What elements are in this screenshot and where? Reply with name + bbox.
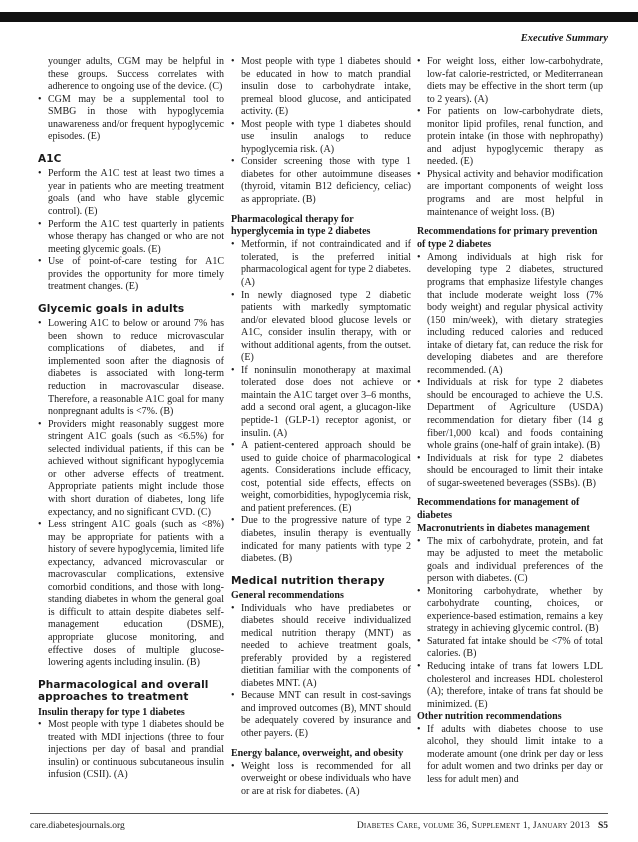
footer-rule — [30, 813, 608, 814]
list-item: • Consider screening those with type 1 diabetes for other autoimmune diseases (thyroid, vitamin B12 deficiency, celiac) as appropriate. (B) — [231, 156, 411, 206]
weight-list — [417, 56, 603, 219]
subheading-other-nutrition: Other nutrition recommendations — [417, 711, 562, 723]
list-item: • CGM may be a supplemental tool to SMBG in those with hypoglycemia unawareness and/or frequent hypoglycemic episodes. (E) — [38, 94, 224, 144]
list-item: • Weight loss is recommended for all overweight or obese individuals who have or are at risk for diabetes. (A) — [231, 761, 411, 799]
energy-list — [231, 761, 411, 799]
section-heading-a1c: A1C — [38, 152, 62, 165]
list-item: • Among individuals at high risk for developing type 2 diabetes, structured programs that emphasize lifestyle changes that include moderate weight loss (7% body weight) and regular physical activity (150 min/week), with dietary strategies including reduced calories and reduced intake of dietary fat, can reduce the risk for developing diabetes and are therefore recommended. (A) — [417, 252, 603, 377]
glycemic-list — [38, 318, 224, 669]
list-item: • Providers might reasonably suggest more stringent A1C goals (such as <6.5%) for selected individual patients, if this can be achieved without significant hypoglycemia or other adverse effects of treatment. Appropriate patients might include those with short duration of diabetes, long life expectancy, and no significant CVD. (C) — [38, 419, 224, 519]
list-item: • Perform the A1C test quarterly in patients whose therapy has changed or who are not meeting glycemic goals. (E) — [38, 219, 224, 257]
list-item: younger adults, CGM may be helpful in these groups. Success correlates with adherence to ongoing use of the device. (C) — [48, 56, 224, 93]
column-2 — [231, 56, 411, 799]
list-item: • Individuals at risk for type 2 diabetes should be encouraged to achieve the U.S. Department of Agriculture (USDA) recommendation for dietary fiber (14 g fiber/1,000 kcal) and foods containing whole grains (one-half of grain intake). (B) — [417, 377, 603, 452]
list-item: • Physical activity and behavior modification are important components of weight loss programs and are most helpful in maintenance of weight loss. (B) — [417, 169, 603, 219]
footer-url-link[interactable]: care.diabetesjournals.org — [30, 821, 125, 831]
top-rule-bar — [0, 12, 638, 22]
list-item: • In newly diagnosed type 2 diabetic patients with markedly symptomatic and/or elevated blood glucose levels or A1C, consider insulin therapy, with or without additional agents, from the outset. (E) — [231, 290, 411, 365]
subheading-energy-balance: Energy balance, overweight, and obesity — [231, 747, 404, 759]
list-item: • Individuals who have prediabetes or diabetes should receive individualized medical nutrition therapy (MNT) as needed to achieve treatment goals, preferably provided by a registered dietitian familiar with the components of diabetes MNT. (A) — [231, 603, 411, 691]
subheading-primary-prevention: Recommendations for primary prevention of type 2 diabetes — [417, 226, 598, 250]
section-heading-mnt: Medical nutrition therapy — [231, 574, 385, 587]
list-item: • Reducing intake of trans fat lowers LDL cholesterol and increases HDL cholesterol (A); therefore, intake of trans fat should be minimized. (E) — [417, 661, 603, 711]
footer-url[interactable] — [30, 821, 125, 831]
list-item: • Due to the progressive nature of type 2 diabetes, insulin therapy is eventually indicated for many patients with type 2 diabetes. (B) — [231, 515, 411, 565]
list-item: • Metformin, if not contraindicated and if tolerated, is the preferred initial pharmacological agent for type 2 diabetes. (A) — [231, 239, 411, 289]
list-item: • If noninsulin monotherapy at maximal tolerated dose does not achieve or maintain the A1C target over 3–6 months, add a second oral agent, a glucagon-like peptide-1 (GLP-1) receptor agonist, or insulin. (A) — [231, 365, 411, 440]
list-item: • Most people with type 1 diabetes should be educated in how to match prandial insulin dose to carbohydrate intake, premeal blood glucose, and anticipated activity. (E) — [231, 56, 411, 119]
list-item: • Because MNT can result in cost-savings and improved outcomes (B), MNT should be adequately covered by insurance and other payers. (E) — [231, 690, 411, 740]
a1c-list — [38, 168, 224, 293]
subheading-management: Recommendations for management of diabetes — [417, 497, 580, 521]
list-item: • For patients on low-carbohydrate diets, monitor lipid profiles, renal function, and protein intake (in those with nephropathy) and adjust hypoglycemic therapy as needed. (E) — [417, 106, 603, 169]
macro-list — [417, 536, 603, 712]
general-list — [231, 603, 411, 741]
column-3 — [417, 56, 603, 786]
list-item: • Lowering A1C to below or around 7% has been shown to reduce microvascular complications of diabetes, and if implemented soon after the diagnosis of diabetes is associated with long-term reduction in macrovascular disease. Therefore, a reasonable A1C goal for many nonpregnant adults is <7%. (B) — [38, 318, 224, 418]
list-item: • Perform the A1C test at least two times a year in patients who are meeting treatment goals (and who have stable glycemic control). (E) — [38, 168, 224, 218]
section-heading-glycemic-goals: Glycemic goals in adults — [38, 302, 185, 315]
list-item: • Saturated fat intake should be <7% of total calories. (B) — [417, 636, 603, 661]
list-item: • Monitoring carbohydrate, whether by carbohydrate counting, choices, or experience-based estimation, remains a key strategy in achieving glycemic control. (B) — [417, 586, 603, 636]
list-item: • Most people with type 1 diabetes should use insulin analogs to reduce hypoglycemia risk. (A) — [231, 119, 411, 157]
subheading-general: General recommendations — [231, 590, 344, 602]
primary-list — [417, 252, 603, 490]
subheading-insulin-type1: Insulin therapy for type 1 diabetes — [38, 706, 185, 718]
list-item: • If adults with diabetes choose to use alcohol, they should limit intake to a moderate amount (one drink per day or less for adult women and two drinks per day or less for adult men) and — [417, 724, 603, 787]
pharm-type2-list — [231, 239, 411, 565]
list-item: • Most people with type 1 diabetes should be treated with MDI injections (three to four injections per day of basal and prandial insulin) or continuous subcutaneous insulin infusion (CSII). (A) — [38, 719, 224, 782]
subheading-macronutrients: Macronutrients in diabetes management — [417, 523, 590, 535]
list-item: • Individuals at risk for type 2 diabetes should be encouraged to limit their intake of sugar-sweetened beverages (SSBs). (B) — [417, 453, 603, 491]
list-item: • For weight loss, either low-carbohydrate, low-fat calorie-restricted, or Mediterranean diets may be effective in the short term (up to 2 years). (A) — [417, 56, 603, 106]
column-1 — [38, 56, 224, 782]
list-item: • The mix of carbohydrate, protein, and fat may be adjusted to meet the metabolic goals and individual preferences of the person with diabetes. (C) — [417, 536, 603, 586]
page-number: S5 — [597, 821, 608, 831]
journal-citation: Diabetes Care, volume 36, Supplement 1, January 2013 — [356, 821, 590, 831]
other-list — [417, 724, 603, 787]
list-item: • Use of point-of-care testing for A1C provides the opportunity for more timely treatment changes. (E) — [38, 256, 224, 294]
type1-list — [231, 56, 411, 207]
subheading-pharm-type2: Pharmacological therapy for hyperglycemia in type 2 diabetes — [231, 213, 371, 237]
cgm-list — [38, 56, 224, 144]
section-heading-pharmacological: Pharmacological and overall approaches to treatment — [38, 678, 209, 704]
insulin-list — [38, 719, 224, 782]
footer-citation — [357, 821, 608, 831]
list-item: • A patient-centered approach should be used to guide choice of pharmacological agents. Considerations include efficacy, cost, potential side effects, effects on weight, comorbidities, hypoglycemia risk, and patient preferences. (E) — [231, 440, 411, 515]
running-head: Executive Summary — [520, 33, 608, 44]
list-item: • Less stringent A1C goals (such as <8%) may be appropriate for patients with a history of severe hypoglycemia, limited life expectancy, advanced microvascular or macrovascular complications, extensive comorbid conditions, and those with long-standing diabetes in whom the general goal is difficult to attain despite diabetes self-management education (DSME), appropriate glucose monitoring, and effective doses of multiple glucose-lowering agents including insulin. (B) — [38, 519, 224, 670]
